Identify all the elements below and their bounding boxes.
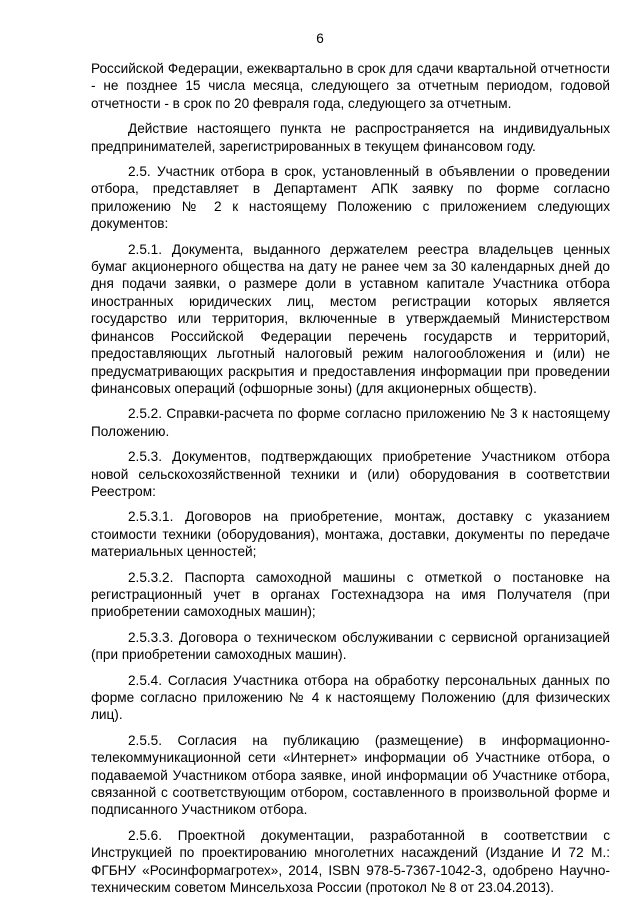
paragraph-2-5-3-3: 2.5.3.3. Договора о техническом обслуживании с сервисной организацией (при приобретении самоходных машин).	[91, 629, 610, 663]
paragraph-2-5-3-1: 2.5.3.1. Договоров на приобретение, монтаж, доставку с указанием стоимости техники (оборудования), монтажа, доставки, документы по передаче материальных ценностей;	[91, 509, 610, 560]
paragraph-2-5-2: 2.5.2. Справки-расчета по форме согласно приложению № 3 к настоящему Положению.	[91, 406, 610, 439]
paragraph-exception-note: Действие настоящего пункта не распространяется на индивидуальных предпринимателей, зарегистрированных в текущем финансовом году.	[91, 121, 610, 154]
paragraph-2-5-3: 2.5.3. Документов, подтверждающих приобретение Участником отбора новой сельскохозяйственной техники и (или) оборудования в соответствии Реестром:	[91, 449, 610, 499]
paragraph-continuation: Российской Федерации, ежеквартально в срок для сдачи квартальной отчетности - не позднее 15 числа месяца, следующего за отчетным периодом, годовой отчетности - в срок по 20 февраля года, следующего за отчетным.	[91, 61, 610, 111]
paragraph-2-5-6: 2.5.6. Проектной документации, разработанной в соответствии с Инструкцией по проектированию многолетних насаждений (Издание И 72 М.: ФГБНУ «Росинформагротех», 2014, ISBN 978-5-7367-1042-3, одобрено Научно-техническим советом Минсельхоза России (протокол № 8 от 23.04.2013).	[91, 827, 610, 896]
paragraph-2-5-3-2: 2.5.3.2. Паспорта самоходной машины с отметкой о постановке на регистрационный учет в органах Гостехнадзора на имя Получателя (при приобретении самоходных машин);	[91, 569, 610, 620]
paragraph-2-5-5: 2.5.5. Согласия на публикацию (размещение) в информационно-телекоммуникационной сети «Интернет» информации об Участнике отбора, о подаваемой Участником отбора заявке, иной информации об Участнике отбора, связанной с соответствующим отбором, составленного в произвольной форме и подписанного Участником отбора.	[91, 732, 610, 818]
paragraph-2-5: 2.5. Участник отбора в срок, установленный в объявлении о проведении отбора, представляет в Департамент АПК заявку по форме согласно приложению № 2 к настоящему Положению с приложением следующих документов:	[91, 164, 610, 232]
document-body	[91, 60, 610, 904]
paragraph-2-5-1: 2.5.1. Документа, выданного держателем реестра владельцев ценных бумаг акционерного общества на дату не ранее чем за 30 календарных дней до дня подачи заявки, о размере доли в уставном капитале Участника отбора иностранных юридических лиц, местом регистрации которых является государство или территория, включенные в утверждаемый Министерством финансов Российской Федерации перечень государств и территорий, предоставляющих льготный налоговый режим налогообложения и (или) не предусматривающих раскрытия и предоставления информации при проведении финансовых операций (офшорные зоны) (для акционерных обществ).	[91, 241, 610, 396]
paragraph-2-5-4: 2.5.4. Согласия Участника отбора на обработку персональных данных по форме согласно приложению № 4 к настоящему Положению (для физических лиц).	[91, 672, 610, 723]
page-number: 6	[316, 31, 324, 46]
